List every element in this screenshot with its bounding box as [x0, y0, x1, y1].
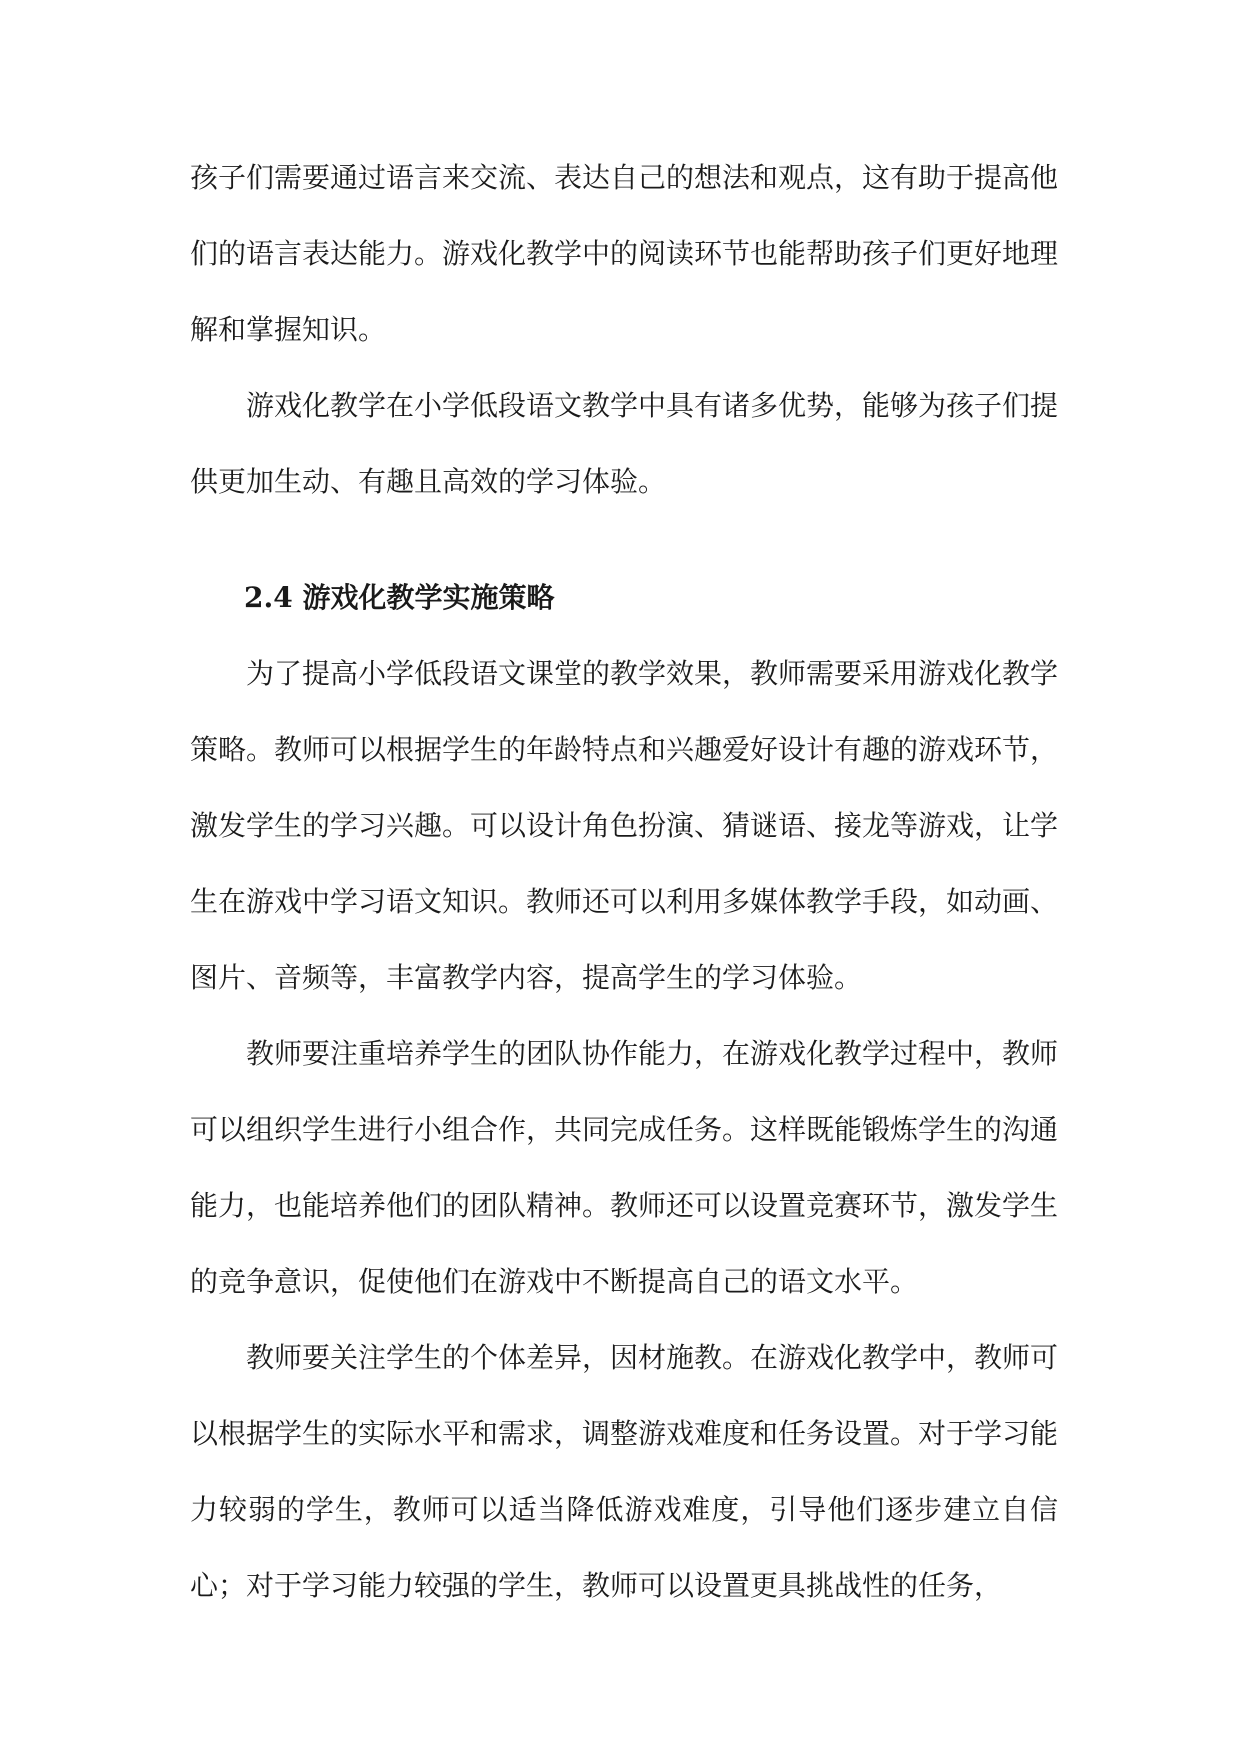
- paragraph-advantages-summary: 游戏化教学在小学低段语文教学中具有诸多优势，能够为孩子们提供更加生动、有趣且高效的学习体验。: [190, 389, 1059, 498]
- paragraph-teamwork: 教师要注重培养学生的团队协作能力，在游戏化教学过程中，教师可以组织学生进行小组合作，共同完成任务。这样既能锻炼学生的沟通能力，也能培养他们的团队精神。教师还可以设置竞赛环节，激发学生的竞争意识，促使他们在游戏中不断提高自己的语文水平。: [190, 1037, 1059, 1298]
- paragraph-continued: 孩子们需要通过语言来交流、表达自己的想法和观点，这有助于提高他们的语言表达能力。游戏化教学中的阅读环节也能帮助孩子们更好地理解和掌握知识。: [190, 161, 1059, 346]
- document-body: [190, 140, 1058, 1624]
- paragraph-individual-differences: 教师要关注学生的个体差异，因材施教。在游戏化教学中，教师可以根据学生的实际水平和需求，调整游戏难度和任务设置。对于学习能力较弱的学生，教师可以适当降低游戏难度，引导他们逐步建立自信心；对于学习能力较强的学生，教师可以设置更具挑战性的任务，: [190, 1341, 1059, 1602]
- paragraph-strategy-design: 为了提高小学低段语文课堂的教学效果，教师需要采用游戏化教学策略。教师可以根据学生的年龄特点和兴趣爱好设计有趣的游戏环节，激发学生的学习兴趣。可以设计角色扮演、猜谜语、接龙等游戏，让学生在游戏中学习语文知识。教师还可以利用多媒体教学手段，如动画、图片、音频等，丰富教学内容，提高学生的学习体验。: [190, 657, 1059, 994]
- section-heading: 2.4 游戏化教学实施策略: [244, 581, 555, 614]
